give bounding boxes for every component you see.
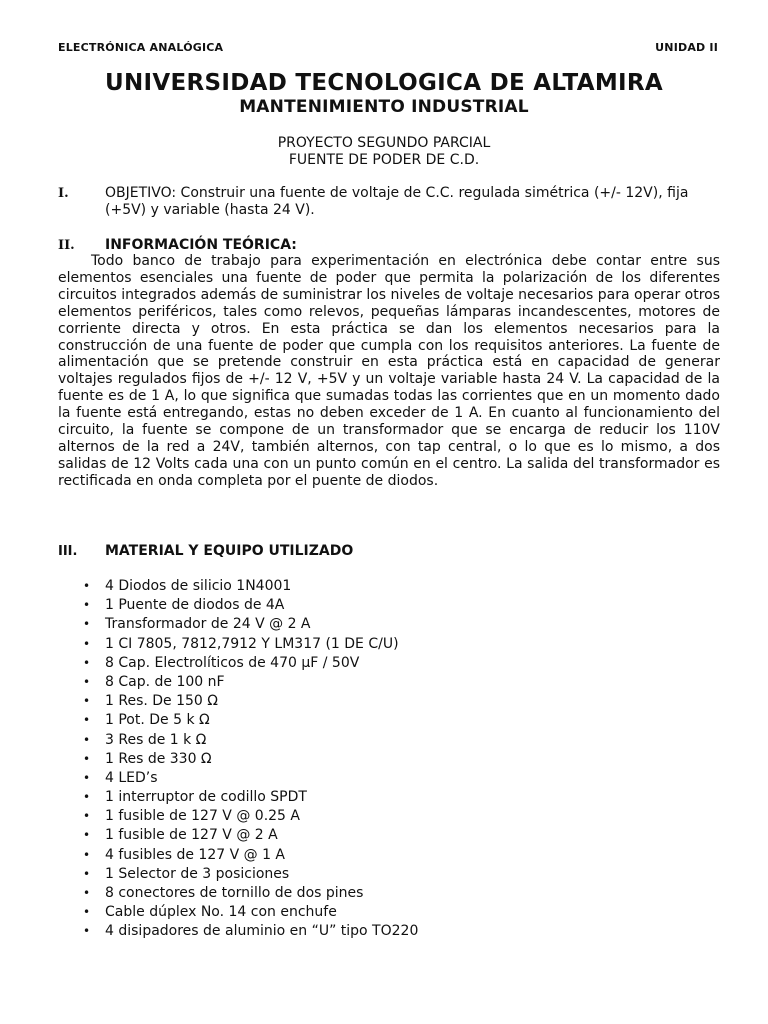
- bullet-icon: •: [83, 713, 91, 728]
- page-header: [58, 41, 718, 57]
- bullet-icon: •: [83, 924, 91, 939]
- list-item-text: 1 Res de 330 Ω: [105, 750, 212, 767]
- list-item: [80, 884, 700, 903]
- materials-number: III.: [58, 544, 78, 559]
- list-item: [80, 903, 700, 922]
- list-item: [80, 596, 700, 615]
- bullet-icon: •: [83, 636, 91, 651]
- bullet-icon: •: [83, 866, 91, 881]
- list-item-text: 1 Puente de diodos de 4A: [105, 597, 285, 614]
- list-item-text: 1 interruptor de codillo SPDT: [105, 789, 307, 806]
- list-item: [80, 865, 700, 884]
- list-item: [80, 922, 700, 941]
- objective-number: I.: [58, 186, 69, 201]
- header-course: ELECTRÓNICA ANALÓGICA: [58, 41, 224, 54]
- bullet-icon: •: [83, 886, 91, 900]
- list-item-text: 3 Res de 1 k Ω: [105, 731, 207, 748]
- header-unit: UNIDAD II: [655, 41, 718, 54]
- list-item: [80, 615, 700, 634]
- theory-heading: INFORMACIÓN TEÓRICA:: [105, 237, 297, 253]
- bullet-icon: •: [83, 655, 91, 670]
- materials-heading: MATERIAL Y EQUIPO UTILIZADO: [105, 543, 354, 559]
- list-item-text: Transformador de 24 V @ 2 A: [105, 616, 311, 633]
- list-item: [80, 769, 700, 788]
- bullet-icon: •: [83, 617, 91, 632]
- bullet-icon: •: [83, 809, 91, 824]
- list-item: [80, 635, 700, 654]
- list-item-text: 8 conectores de tornillo de dos pines: [105, 885, 364, 901]
- bullet-icon: •: [83, 579, 91, 593]
- list-item: [80, 577, 700, 596]
- list-item-text: 4 LED’s: [105, 769, 158, 786]
- list-item-text: 1 Pot. De 5 k Ω: [105, 712, 210, 729]
- bullet-icon: •: [83, 770, 91, 785]
- bullet-icon: •: [83, 694, 91, 709]
- list-item: [80, 826, 700, 845]
- list-item: [80, 673, 700, 692]
- list-item-text: 1 CI 7805, 7812,7912 Y LM317 (1 DE C/U): [105, 635, 399, 652]
- list-item: [80, 654, 700, 673]
- bullet-icon: •: [83, 905, 91, 920]
- list-item-text: 4 fusibles de 127 V @ 1 A: [105, 846, 286, 863]
- list-item-text: 1 fusible de 127 V @ 0.25 A: [105, 808, 300, 825]
- list-item-text: 1 fusible de 127 V @ 2 A: [105, 827, 278, 844]
- theory-paragraph: Todo banco de trabajo para experimentación en electrónica debe contar entre sus elementos esenciales una fuente de poder que permita la polarización de los diferentes circuitos integrados además de suministrar los niveles de voltaje necesarios para operar otros elementos periféricos, tales como relevos, pequeñas lámparas incandescentes, motores de corriente directa y otros. En esta práctica se dan los elementos necesarios para la construcción de una fuente de poder que cumpla con los requisitos anteriores. La fuente de alimentación que se pretende construir en esta práctica está en capacidad de generar voltajes regulados fijos de +/- 12 V, +5V y un voltaje variable hasta 24 V. La capacidad de la fuente es de 1 A, lo que significa que sumadas todas las corrientes que en un momento dado la fuente está entregando, estas no deben exceder de 1 A. En cuanto al funcionamiento del circuito, la fuente se compone de un transformador que se encarga de reducir los 110V alternos de la red a 24V, también alternos, con tap central, o lo que es lo mismo, a dos salidas de 12 Volts cada una con un punto común en el centro. La salida del transformador es rectificada en onda completa por el puente de diodos.: [58, 253, 721, 489]
- list-item: [80, 711, 700, 730]
- project-title: PROYECTO SEGUNDO PARCIAL: [277, 135, 491, 151]
- list-item-text: 4 Diodos de silicio 1N4001: [105, 578, 292, 594]
- bullet-icon: •: [83, 751, 91, 766]
- materials-list: [80, 577, 700, 942]
- bullet-icon: •: [83, 790, 91, 805]
- university-title: UNIVERSIDAD TECNOLOGICA DE ALTAMIRA: [104, 70, 664, 96]
- theory-number: II.: [58, 238, 75, 253]
- list-item-text: 4 disipadores de aluminio en “U” tipo TO220: [105, 923, 419, 940]
- list-item-text: 8 Cap. de 100 nF: [105, 673, 225, 690]
- list-item-text: 1 Selector de 3 posiciones: [105, 865, 290, 882]
- list-item-text: 8 Cap. Electrolíticos de 470 μF / 50V: [105, 654, 360, 671]
- list-item: [80, 807, 700, 826]
- objective-text: : Construir una fuente de voltaje de C.C. regulada simétrica (+/- 12V), fija (+5V) y variable (hasta 24 V).: [105, 185, 689, 218]
- list-item-text: Cable dúplex No. 14 con enchufe: [105, 904, 337, 921]
- list-item: [80, 731, 700, 750]
- list-item: [80, 692, 700, 711]
- list-item: [80, 750, 700, 769]
- theory-section: [58, 237, 720, 254]
- bullet-icon: •: [83, 674, 91, 689]
- objective-section: [58, 185, 720, 219]
- objective-text-block: [105, 185, 720, 219]
- program-title: MANTENIMIENTO INDUSTRIAL: [239, 97, 529, 117]
- list-item-text: 1 Res. De 150 Ω: [105, 693, 218, 710]
- bullet-icon: •: [83, 732, 91, 747]
- bullet-icon: •: [83, 598, 91, 613]
- subject-title: FUENTE DE PODER DE C.D.: [288, 152, 480, 168]
- list-item: [80, 788, 700, 807]
- materials-section: [58, 543, 720, 560]
- bullet-icon: •: [83, 828, 91, 843]
- bullet-icon: •: [83, 847, 91, 862]
- objective-label: OBJETIVO: [105, 185, 172, 201]
- list-item: [80, 846, 700, 865]
